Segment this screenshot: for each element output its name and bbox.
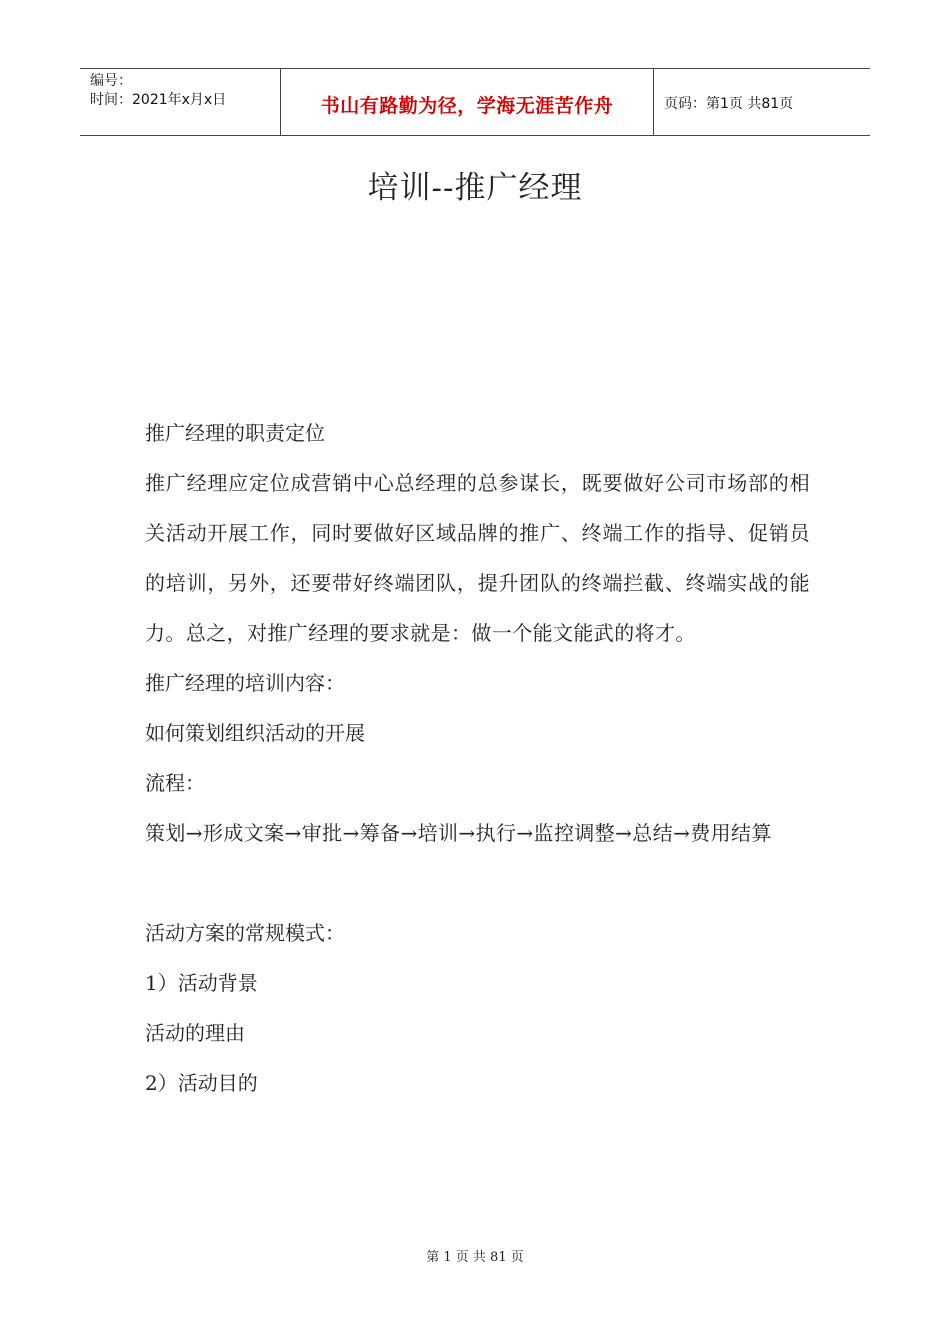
paragraph-plan-mode-heading: 活动方案的常规模式： bbox=[145, 921, 345, 945]
paragraph-blank bbox=[145, 858, 810, 908]
paragraph-activity-reason: 活动的理由 bbox=[145, 1021, 245, 1045]
paragraph-activity-purpose: 2）活动目的 bbox=[145, 1071, 258, 1095]
paragraph-duty-description: 推广经理应定位成营销中心总经理的总参谋长，既要做好公司市场部的相关活动开展工作，同时要做好区域品牌的推广、终端工作的指导、促销员的培训，另外，还要带好终端团队，提升团队的终端拦截、终端实战的能力。总之，对推广经理的要求就是：做一个能文能武的将才。 bbox=[145, 471, 810, 645]
paragraph-activity-background: 1）活动背景 bbox=[145, 971, 258, 995]
header-motto-cell bbox=[281, 69, 654, 135]
paragraph-activity-planning: 如何策划组织活动的开展 bbox=[145, 721, 365, 745]
header-meta-cell bbox=[80, 69, 281, 135]
paragraph-process-flow: 策划→形成文案→审批→筹备→培训→执行→监控调整→总结→费用结算 bbox=[145, 821, 772, 845]
header-motto: 书山有路勤为径，学海无涯苦作舟 bbox=[320, 94, 614, 117]
header-page-cell bbox=[654, 69, 870, 135]
paragraph-duty-heading: 推广经理的职责定位 bbox=[145, 421, 325, 445]
document-title: 培训--推广经理 bbox=[367, 170, 583, 206]
paragraph-process-label: 流程： bbox=[145, 771, 205, 795]
page-header bbox=[80, 68, 870, 136]
paragraph-training-heading: 推广经理的培训内容： bbox=[145, 671, 345, 695]
header-page-info: 页码：第1页 共81页 bbox=[664, 96, 794, 112]
page-footer: 第 1 页 共 81 页 bbox=[426, 1250, 524, 1265]
document-number-label: 编号： bbox=[90, 73, 132, 89]
document-body bbox=[145, 408, 810, 1108]
document-time-label: 时间：2021年x月x日 bbox=[90, 92, 227, 108]
